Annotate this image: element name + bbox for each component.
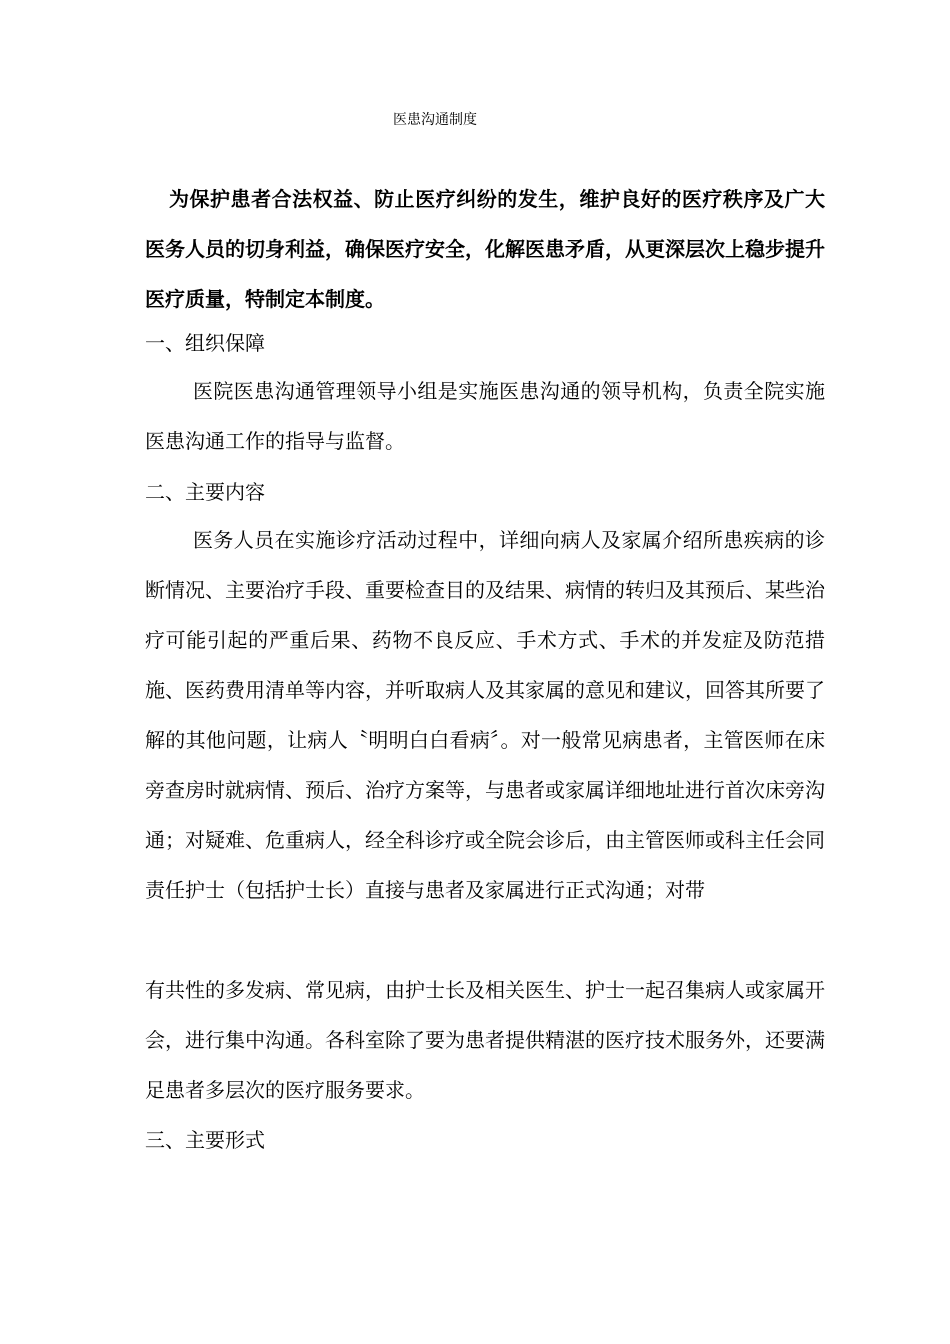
document-title: 医患沟通制度	[393, 112, 477, 128]
section-paragraph-content-2: 有共性的多发病、常见病，由护士长及相关医生、护士一起召集病人或家属开会，进行集中沟通。各科室除了要为患者提供精湛的医疗技术服务外，还要满足患者多层次的医疗服务要求。	[145, 978, 825, 1102]
section-paragraph-content-1: 医务人员在实施诊疗活动过程中，详细向病人及家属介绍所患疾病的诊断情况、主要治疗手段、重要检查目的及结果、病情的转归及其预后、某些治疗可能引起的严重后果、药物不良反应、手术方式、手术的并发症及防范措施、医药费用清单等内容，并听取病人及其家属的意见和建议，回答其所要了解的其他问题，让病人〝明明白白看病〞。对一般常见病患者，主管医师在床旁查房时就病情、预后、治疗方案等，与患者或家属详细地址进行首次床旁沟通；对疑难、危重病人，经全科诊疗或全院会诊后，由主管医师或科主任会同责任护士（包括护士长）直接与患者及家属进行正式沟通；对带	[145, 528, 825, 902]
section-heading-content: 二、主要内容	[145, 480, 265, 504]
section-paragraph-organization: 医院医患沟通管理领导小组是实施医患沟通的领导机构，负责全院实施医患沟通工作的指导与监督。	[145, 379, 825, 453]
section-heading-forms: 三、主要形式	[145, 1128, 265, 1152]
section-heading-organization: 一、组织保障	[145, 331, 265, 355]
intro-paragraph: 为保护患者合法权益、防止医疗纠纷的发生，维护良好的医疗秩序及广大医务人员的切身利益，确保医疗安全，化解医患矛盾，从更深层次上稳步提升医疗质量，特制定本制度。	[145, 187, 825, 311]
